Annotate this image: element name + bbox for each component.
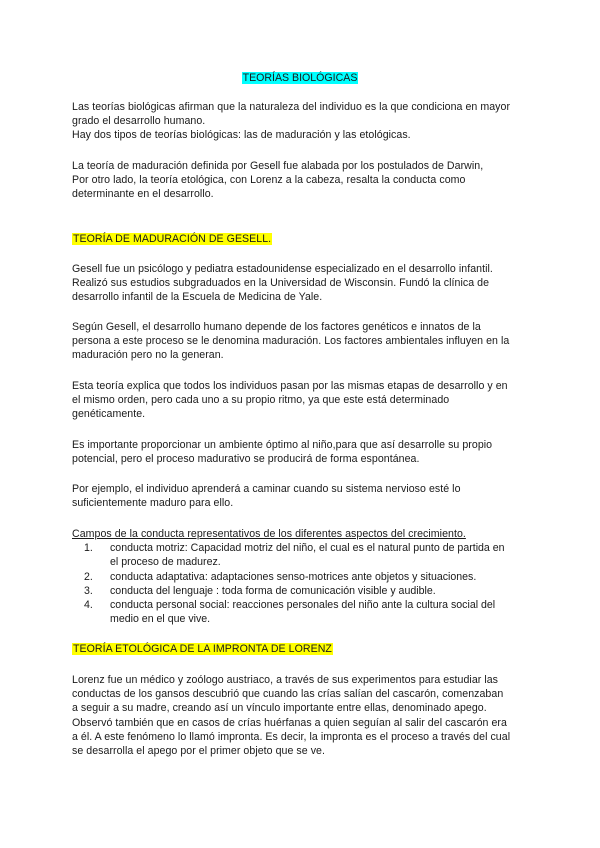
gesell-p3-line-1: Esta teoría explica que todos los individuos pasan por las mismas etapas de desarrollo y en <box>72 380 508 392</box>
intro-p2-line-3: determinante en el desarrollo. <box>72 188 214 200</box>
gesell-p1-line-3: desarrollo infantil de la Escuela de Medicina de Yale. <box>72 291 323 303</box>
lorenz-p1-line-6: se desarrolla el apego por el primer objeto que se ve. <box>72 745 325 757</box>
document-title-text: TEORÍAS BIOLÓGICAS <box>242 72 358 84</box>
document-title <box>0 71 600 85</box>
list-item-continuation: medio en el que vive. <box>110 613 211 625</box>
intro-p1-line-3: Hay dos tipos de teorías biológicas: las de maduración y las etológicas. <box>72 129 411 141</box>
gesell-p1-line-1: Gesell fue un psicólogo y pediatra estadounidense especializado en el desarrollo infantil. <box>72 263 493 275</box>
list-item <box>84 541 505 555</box>
list-item-number: 4. <box>84 599 93 611</box>
intro-p1-line-1: Las teorías biológicas afirman que la naturaleza del individuo es la que condiciona en mayor <box>72 101 511 113</box>
gesell-heading-text: TEORÍA DE MADURACIÓN DE GESELL. <box>73 233 272 245</box>
list-item-continuation: el proceso de madurez. <box>110 556 221 568</box>
gesell-p1-line-2: Realizó sus estudios subgraduados en la Universidad de Wisconsin. Fundó la clínica de <box>72 277 490 289</box>
gesell-p2-line-3: maduración pero no la generan. <box>72 349 224 361</box>
list-item-text: conducta adaptativa: adaptaciones senso-motrices ante objetos y situaciones. <box>110 571 477 583</box>
list-item-number: 3. <box>84 585 93 597</box>
lorenz-heading <box>72 642 333 656</box>
gesell-p5-line-1: Por ejemplo, el individuo aprenderá a caminar cuando su sistema nervioso esté lo <box>72 483 461 495</box>
list-item-text: conducta del lenguaje : toda forma de comunicación visible y audible. <box>110 585 436 597</box>
gesell-p4-line-2: potencial, pero el proceso madurativo se producirá de forma espontánea. <box>72 453 420 465</box>
lorenz-p1-line-3: a seguir a su madre, creando así un vínculo importante entre ellas, denominado apego. <box>72 702 487 714</box>
gesell-p2-line-2: persona a este proceso se le denomina maduración. Los factores ambientales influyen en la <box>72 335 510 347</box>
conduct-fields-title <box>72 527 466 541</box>
list-item <box>84 570 476 584</box>
gesell-p3-line-2: el mismo orden, pero cada uno a su propio ritmo, ya que este está determinado <box>72 394 450 406</box>
gesell-p3-line-3: genéticamente. <box>72 408 146 420</box>
gesell-heading <box>72 232 272 246</box>
list-item-text: conducta personal social: reacciones personales del niño ante la cultura social del <box>110 599 496 611</box>
intro-p1-line-2: grado el desarrollo humano. <box>72 115 206 127</box>
lorenz-p1-line-4: Observó también que en casos de crías huérfanas a quien seguían al salir del cascarón era <box>72 717 507 729</box>
list-item-number: 1. <box>84 542 93 554</box>
conduct-fields-title-text: Campos de la conducta representativos de los diferentes aspectos del crecimiento. <box>72 528 466 540</box>
list-item <box>84 584 436 598</box>
lorenz-p1-line-2: conductas de los gansos descubrió que cuando las crías salían del cascarón, comenzaban <box>72 688 504 700</box>
gesell-p2-line-1: Según Gesell, el desarrollo humano depende de los factores genéticos e innatos de la <box>72 321 481 333</box>
lorenz-p1-line-1: Lorenz fue un médico y zoólogo austriaco, a través de sus experimentos para estudiar las <box>72 674 499 686</box>
list-item <box>84 598 495 612</box>
list-item-text: conducta motriz: Capacidad motriz del niño, el cual es el natural punto de partida en <box>110 542 505 554</box>
lorenz-heading-text: TEORÍA ETOLÓGICA DE LA IMPRONTA DE LORENZ <box>73 643 332 655</box>
list-item-number: 2. <box>84 571 93 583</box>
gesell-p5-line-2: suficientemente maduro para ello. <box>72 497 234 509</box>
intro-p2-line-1: La teoría de maduración definida por Gesell fue alabada por los postulados de Darwin, <box>72 160 484 172</box>
intro-p2-line-2: Por otro lado, la teoría etológica, con Lorenz a la cabeza, resalta la conducta como <box>72 174 466 186</box>
gesell-p4-line-1: Es importante proporcionar un ambiente óptimo al niño,para que así desarrolle su propio <box>72 439 493 451</box>
lorenz-p1-line-5: a él. A este fenómeno lo llamó impronta. Es decir, la impronta es el proceso a través del cual <box>72 731 511 743</box>
